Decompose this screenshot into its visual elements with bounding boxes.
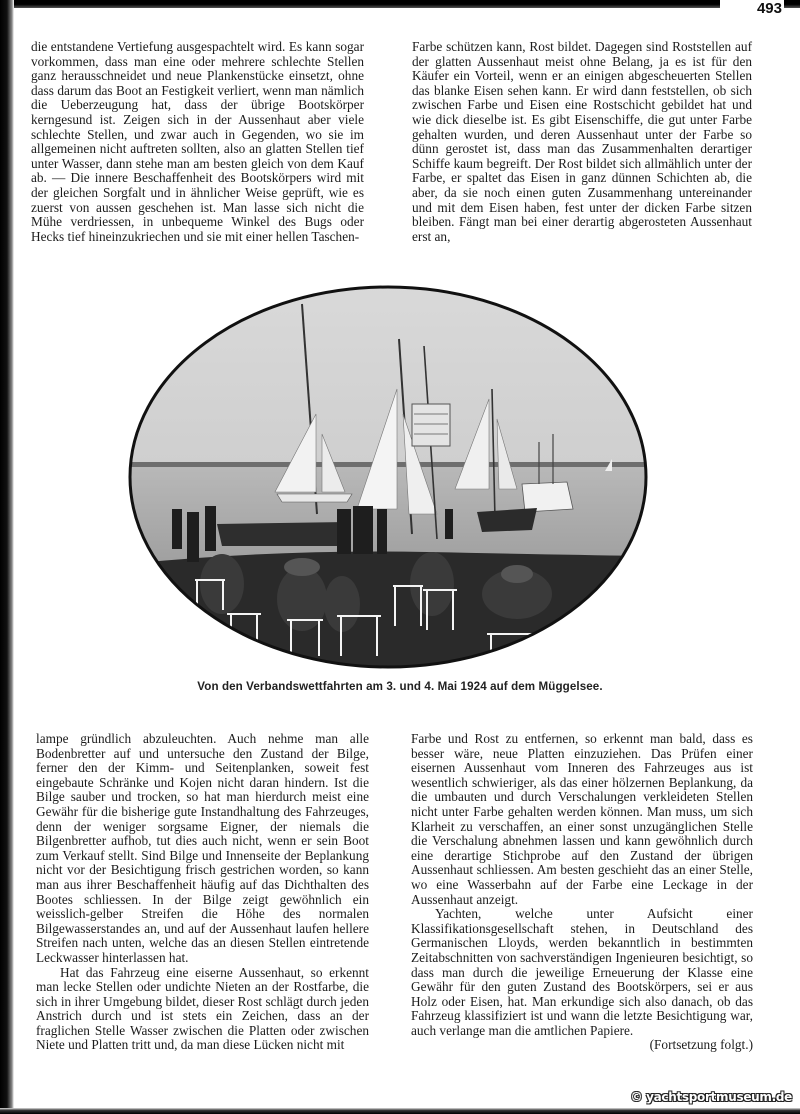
paragraph: lampe gründlich abzuleuchten. Auch nehme man alle Bodenbretter auf und untersuche den Zustand der Bilge, ferner den der Kimm- und Seitenplanken, soweit fest eingebaute Schränke und Kojen nicht daran hindern. Ist die Bilge sauber und trocken, so hat man hierdurch meist eine Gewähr für die bisherige gute Instandhaltung des Fahrzeuges, denn der weniger sorgsame Eigner, der niemals die Bilgenbretter aufhob, tut dies auch nicht, wenn er sein Boot zum Verkauf stellt. Sind Bilge und Innenseite der Beplankung nicht vor der Besichtigung frisch gestrichen worden, so kann man aus ihrer Beschaffenheit häufig auf das Dichthalten des Bootes schliessen. In der Bilge zeigt gewöhnlich ein weisslich-gelber Streifen die Höhe des normalen Bilgewasserstandes an, und auf der Aussenhaut laufen hellere Streifen nach unten, welche das an diesen Stellen eintretende Leckwasser hinterlassen hat. [36,731,369,965]
paragraph: Hat das Fahrzeug eine eiserne Aussenhaut, so erkennt man lecke Stellen oder undichte Nieten an der Rostfarbe, die sich in ihrer Umgebung bildet, dieser Rost schlägt durch jeden Anstrich durch und ist stets ein Zeichen, dass an der fraglichen Stelle Wasser zwischen die Platten oder zwischen Niete und Platten tritt und, da man diese Lücken nicht mit [36,964,369,1053]
text-column-bottom-right [411,732,753,1053]
scan-bottom-edge [0,1108,800,1114]
continuation-note: (Fortsetzung folgt.) [649,1037,753,1053]
page-number: 493 [720,0,784,17]
regatta-photo-illustration [127,284,649,670]
paragraph: die entstandene Vertiefung ausgespachtelt wird. Es kann sogar vorkommen, dass man eine oder mehrere schlechte Stellen ganz herausschneidet und neue Plankenstücke einsetzt, ohne dass darum das Boot an Festigkeit verliert, wenn man nämlich die Ueberzeugung hat, dass der übrige Bootskörper kerngesund ist. Zeigen sich in der Aussenhaut aber viele schlechte Stellen, und zwar auch in Gegenden, wo sie im allgemeinen nicht auftreten sollten, also an glatten Stellen tief unter Wasser, dann stehe man am besten gleich von dem Kauf ab. — Die innere Beschaffenheit des Bootskörpers wird mit der gleichen Sorgfalt und in ähnlicher Weise geprüft, wie es zuerst von aussen geschehen ist. Man lasse sich nicht die Mühe verdriessen, in unbequeme Winkel des Bugs oder Hecks tief hineinzukriechen und sie mit einer hellen Taschen- [31,39,364,244]
text-column-top-left [31,40,364,244]
scan-top-edge [0,0,800,8]
figure-caption: Von den Verbandswettfahrten am 3. und 4. Mai 1924 auf dem Müggelsee. [197,680,603,693]
paragraph: Farbe und Rost zu entfernen, so erkennt man bald, dass es besser wäre, neue Platten einzuziehen. Das Prüfen einer eisernen Aussenhaut vom Inneren des Fahrzeuges aus ist wesentlich schwieriger, als das einer hölzernen Beplankung, da die umbauten und durch Verschalungen verkleideten Stellen nicht unter Farbe gehalten werden können. Man muss, um sich Klarheit zu verschaffen, an einer sonst unzugänglichen Stelle die Verschalung abnehmen lassen und kann gewöhnlich durch eine derartige Stichprobe auf den Zustand der übrigen Aussenhaut schliessen. Am besten geschieht das an einer Stelle, wo eine Wasserbahn auf der Farbe eine Leckage in der Aussenhaut anzeigt. [411,731,753,907]
paragraph-text: Yachten, welche unter Aufsicht einer Klassifikationsgesellschaft stehen, in Deutschland des Germanischen Lloyds, werden bekanntlich in bestimmten Zeitabschnitten von sachverständigen Ingenieuren besichtigt, so dass man durch die jeweilige Erneuerung der Klasse eine Gewähr für den guten Zustand des Bootskörpers, sei er aus Holz oder Eisen, hat. Man erkundige sich also danach, ob das Fahrzeug klassifiziert ist und wann die letzte Besichtigung war, auch verlange man die amtlichen Papiere. [411,906,753,1038]
text-column-top-right [412,40,752,244]
copyright-watermark: © yachtsportmuseum.de [630,1090,792,1104]
paragraph [411,906,753,1053]
paragraph: Farbe schützen kann, Rost bildet. Dagegen sind Roststellen auf der glatten Aussenhaut meist ohne Belang, ja es ist für den Käufer ein Vorteil, wenn er an einigen abgescheuerten Stellen das blanke Eisen sehen kann. Er wird dann feststellen, ob sich zwischen Farbe und Eisen eine Rostschicht gebildet hat und wie dick dieselbe ist. Es gibt Eisenschiffe, die gut unter Farbe gehalten wurden, und deren Aussenhaut unter der Farbe so dünn gerostet ist, dass man das Zusammenhalten derartiger Schiffe kaum begreift. Der Rost bildet sich allmählich unter der Farbe, er spaltet das Eisen in ganz dünnen Schichten ab, die aber, da sie noch einen guten Zusammenhang untereinander und mit dem Eisen haben, fest unter der dicken Farbe sitzen bleiben. Fängt man bei einer derartig abgerosteten Aussenhaut erst an, [412,39,752,244]
figure-photo [127,284,649,670]
scan-binding-shadow [0,0,14,1114]
text-column-bottom-left [36,732,369,1053]
